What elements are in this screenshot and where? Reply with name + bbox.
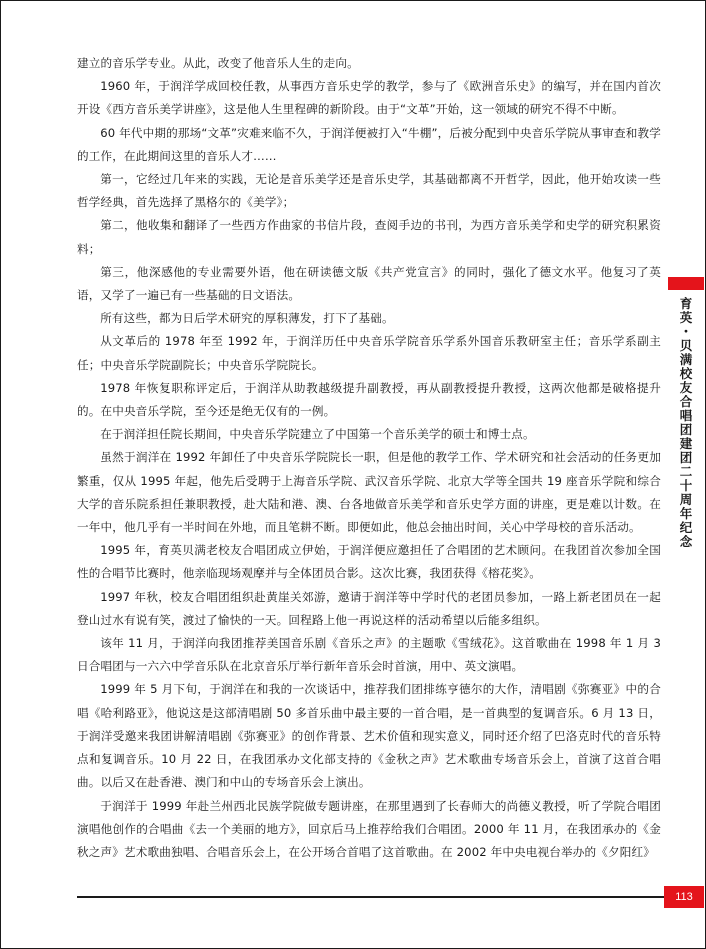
paragraph: 1999 年 5 月下旬，于润洋在和我的一次谈话中，推荐我们团排练亨德尔的大作，清唱剧《弥赛亚》中的合唱《哈利路亚》，他说这是这部清唱剧 50 多首乐曲中最主要的一首合唱，是一首典型的复调音乐。6 月 13 日，于润洋受邀来我团讲解清唱剧《弥赛亚》的创作背景、艺术价值和现实意义，同时还介绍了巴洛克时代的音乐特点和复调音乐。10 月 22 日，在我团承办文化部支持的《金秋之声》艺术歌曲专场音乐会上，首演了这首合唱曲。以后又在赴香港、澳门和中山的专场音乐会上演出。 [77, 682, 661, 790]
paragraph: 1960 年，于润洋学成回校任教，从事西方音乐史学的教学，参与了《欧洲音乐史》的编写，并在国内首次开设《西方音乐美学讲座》，这是他人生里程碑的新阶段。由于“文革”开始，这一领域的研究不得不中断。 [77, 79, 661, 117]
paragraph: 所有这些，都为日后学术研究的厚积薄发，打下了基础。 [100, 311, 394, 326]
paragraph: 1978 年恢复职称评定后，于润洋从助教越级提升副教授，再从副教授提升教授，这两次他都是破格提升的。在中央音乐学院，至今还是绝无仅有的一例。 [77, 380, 661, 419]
side-red-marker [668, 277, 704, 290]
paragraph: 建立的音乐学专业。从此，改变了他音乐人生的走向。 [77, 56, 359, 70]
paragraph: 于润洋于 1999 年赴兰州西北民族学院做专题讲座，在那里遇到了长春师大的尚德义教授，听了学院合唱团演唱他创作的合唱曲《去一个美丽的地方》，回京后马上推荐给我们合唱团。2000 年 11 月，在我团承办的《金秋之声》艺术歌曲独唱、合唱音乐会上，在公开场合首唱了这首歌曲。在 2002 年中央电视台举办的《夕阳红》 [77, 798, 661, 859]
paragraph: 在于润洋担任院长期间，中央音乐学院建立了中国第一个音乐美学的硕士和博士点。 [100, 427, 535, 442]
paragraph: 虽然于润洋在 1992 年卸任了中央音乐学院院长一职，但是他的教学工作、学术研究和社会活动的任务更加繁重，仅从 1995 年起，他先后受聘于上海音乐学院、武汉音乐学院、北京大学等全国共 19 座音乐学院和综合大学的音乐院系担任兼职教授，赴大陆和港、澳、台各地做音乐美学和音乐史学方面的讲座，更是难以计数。在一年中，他几乎有一半时间在外地，而且笔耕不断。即便如此，他总会抽出时间，关心中学母校的音乐活动。 [77, 450, 661, 535]
paragraph: 第三，他深感他的专业需要外语，他在研读德文版《共产党宣言》的同时，强化了德文水平。他复习了英语，又学了一遍已有一些基础的日文语法。 [77, 264, 661, 303]
paragraph: 60 年代中期的那场“文革”灾难来临不久，于润洋便被打入“牛棚”，后被分配到中央音乐学院从事审查和教学的工作，在此期间这里的音乐人才…… [77, 125, 661, 163]
paragraph: 1997 年秋，校友合唱团组织赴黄崖关郊游，邀请于润洋等中学时代的老团员参加，一路上新老团员在一起登山过水有说有笑，渡过了愉快的一天。回程路上他一再说这样的活动希望以后能多组织。 [77, 589, 661, 627]
paragraph: 从文革后的 1978 年至 1992 年，于润洋历任中央音乐学院音乐学系外国音乐教研室主任；音乐学系副主任；中央音乐学院副院长；中央音乐学院院长。 [77, 334, 661, 372]
page-number: 113 [664, 886, 704, 908]
body-text [77, 52, 661, 864]
side-title: 育英・贝满校友合唱团建团二十周年纪念 [678, 297, 693, 549]
bottom-rule [77, 896, 664, 898]
paragraph: 第二，他收集和翻译了一些西方作曲家的书信片段，查阅手边的书刊，为西方音乐美学和史学的研究积累资料； [77, 218, 661, 256]
paragraph: 第一，它经过几年来的实践，无论是音乐美学还是音乐史学，其基础都离不开哲学，因此，他开始攻读一些哲学经典，首先选择了黑格尔的《美学》； [77, 172, 661, 210]
paragraph: 1995 年，育英贝满老校友合唱团成立伊始，于润洋便应邀担任了合唱团的艺术顾问。在我团首次参加全国性的合唱节比赛时，他亲临现场观摩并与全体团员合影。这次比赛，我团获得《榕花奖》。 [77, 543, 661, 581]
paragraph: 该年 11 月，于润洋向我团推荐美国音乐剧《音乐之声》的主题歌《雪绒花》。这首歌曲在 1998 年 1 月 3 日合唱团与一六六中学音乐队在北京音乐厅举行新年音乐会时首演，用中、英文演唱。 [77, 636, 661, 674]
